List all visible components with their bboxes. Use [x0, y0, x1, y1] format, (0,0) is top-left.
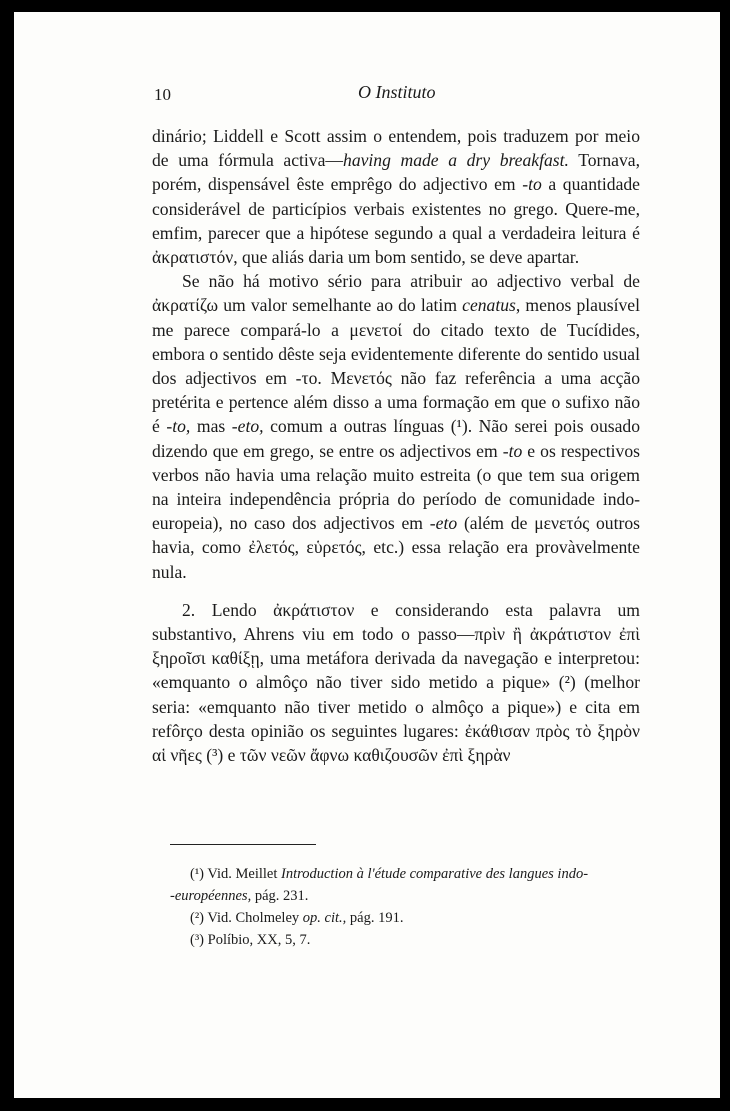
- running-title: O Instituto: [358, 82, 436, 102]
- body-text: [152, 124, 640, 767]
- footnote-text-italic: -européennes,: [170, 888, 252, 904]
- footnote-text: (³) Políbio, XX, 5, 7.: [190, 932, 311, 948]
- text-run: a quantidade considerável de particípios verbais existentes no grego. Quere-me, emfim, parecer que a hipótese segundo a qual a verdadeira leitura é ἀκρατιστόν, que aliás daria um bom sentido, se deve apartar.: [152, 174, 640, 268]
- footnote-1: [170, 863, 638, 885]
- text-run-italic: having made a dry breakfast.: [343, 150, 569, 171]
- text-run: (além de μενετός outros havia, como ἐλετός, εὑρετός, etc.) essa relação era provàvelmente nula.: [152, 513, 640, 582]
- footnote-text: pág. 191.: [346, 910, 404, 926]
- text-run: 2. Lendo ἀκράτιστον e considerando esta palavra um substantivo, Ahrens viu em todo o passo—πρὶν ἢ ἀκράτιστον ἐπὶ ξηροῖσι καθίξῃ, uma metáfora derivada da navegação e interpretou: «emquanto o almôço não tiver sido metido a pique» (²) (melhor seria: «emquanto não tiver metido o almôço a pique») e cita em refôrço desta opinião os seguintes lugares: ἐκάθισαν πρὸς τὸ ξηρὸν αἱ νῆες (³) e τῶν νεῶν ἄφνω καθιζουσῶν ἐπὶ ξηρὰν: [152, 599, 640, 766]
- footnote-2: [170, 907, 638, 929]
- text-run-italic: -to,: [166, 416, 191, 437]
- footnote-text-italic: Introduction à l'étude comparative des langues indo-: [281, 866, 589, 882]
- text-run-italic: -eto,: [231, 416, 264, 437]
- text-run-italic: -to: [502, 440, 523, 461]
- text-run: comum a outras línguas (¹). Não serei pois ousado dizendo que em grego, se entre os adjectivos em: [152, 416, 641, 461]
- text-run: Tornava, porém, dispensável êste emprêgo do adjectivo em: [152, 150, 640, 195]
- footnote-text: (²) Vid. Cholmeley: [190, 910, 303, 926]
- text-run: , menos plausível me parece compará-lo a μενετοί do citado texto de Tucídides, embora o sentido dêste seja evidentemente diferente do sentido usual dos adjectivos em -το. Μενετός não faz referência a uma acção pretérita e pertence além disso a uma formação em que o sufixo não é: [152, 295, 640, 437]
- text-run-italic: -to: [522, 174, 542, 195]
- footnotes: [170, 863, 638, 951]
- text-run-italic: -eto: [429, 513, 458, 534]
- footnote-text: pág. 231.: [251, 888, 309, 904]
- text-run: e os respectivos verbos não havia uma relação muito estreita (o que tem sua origem na inteira independência própria do período de comunidade indo-europeia), no caso dos adjectivos em: [152, 440, 640, 534]
- footnote-divider: [170, 844, 316, 845]
- text-run: dinário; Liddell e Scott assim o entendem, pois traduzem por meio de uma fórmula activa—: [152, 126, 640, 171]
- page-number: 10: [154, 85, 171, 104]
- page-header: [154, 74, 654, 104]
- paragraph-2: [152, 269, 640, 584]
- text-run: Se não há motivo sério para atribuir ao adjectivo verbal de ἀκρατίζω um valor semelhante ao do latim: [152, 271, 640, 316]
- paragraph-3: [152, 598, 640, 767]
- footnote-3: [170, 929, 638, 951]
- text-run: mas: [190, 416, 232, 437]
- book-page: [14, 12, 720, 1098]
- footnote-text-italic: op. cit.,: [302, 910, 347, 926]
- paragraph-1: [152, 124, 640, 269]
- footnote-text: (¹) Vid. Meillet: [190, 866, 282, 882]
- footnote-1-continuation: [170, 885, 638, 907]
- text-run-italic: cenatus: [462, 295, 516, 316]
